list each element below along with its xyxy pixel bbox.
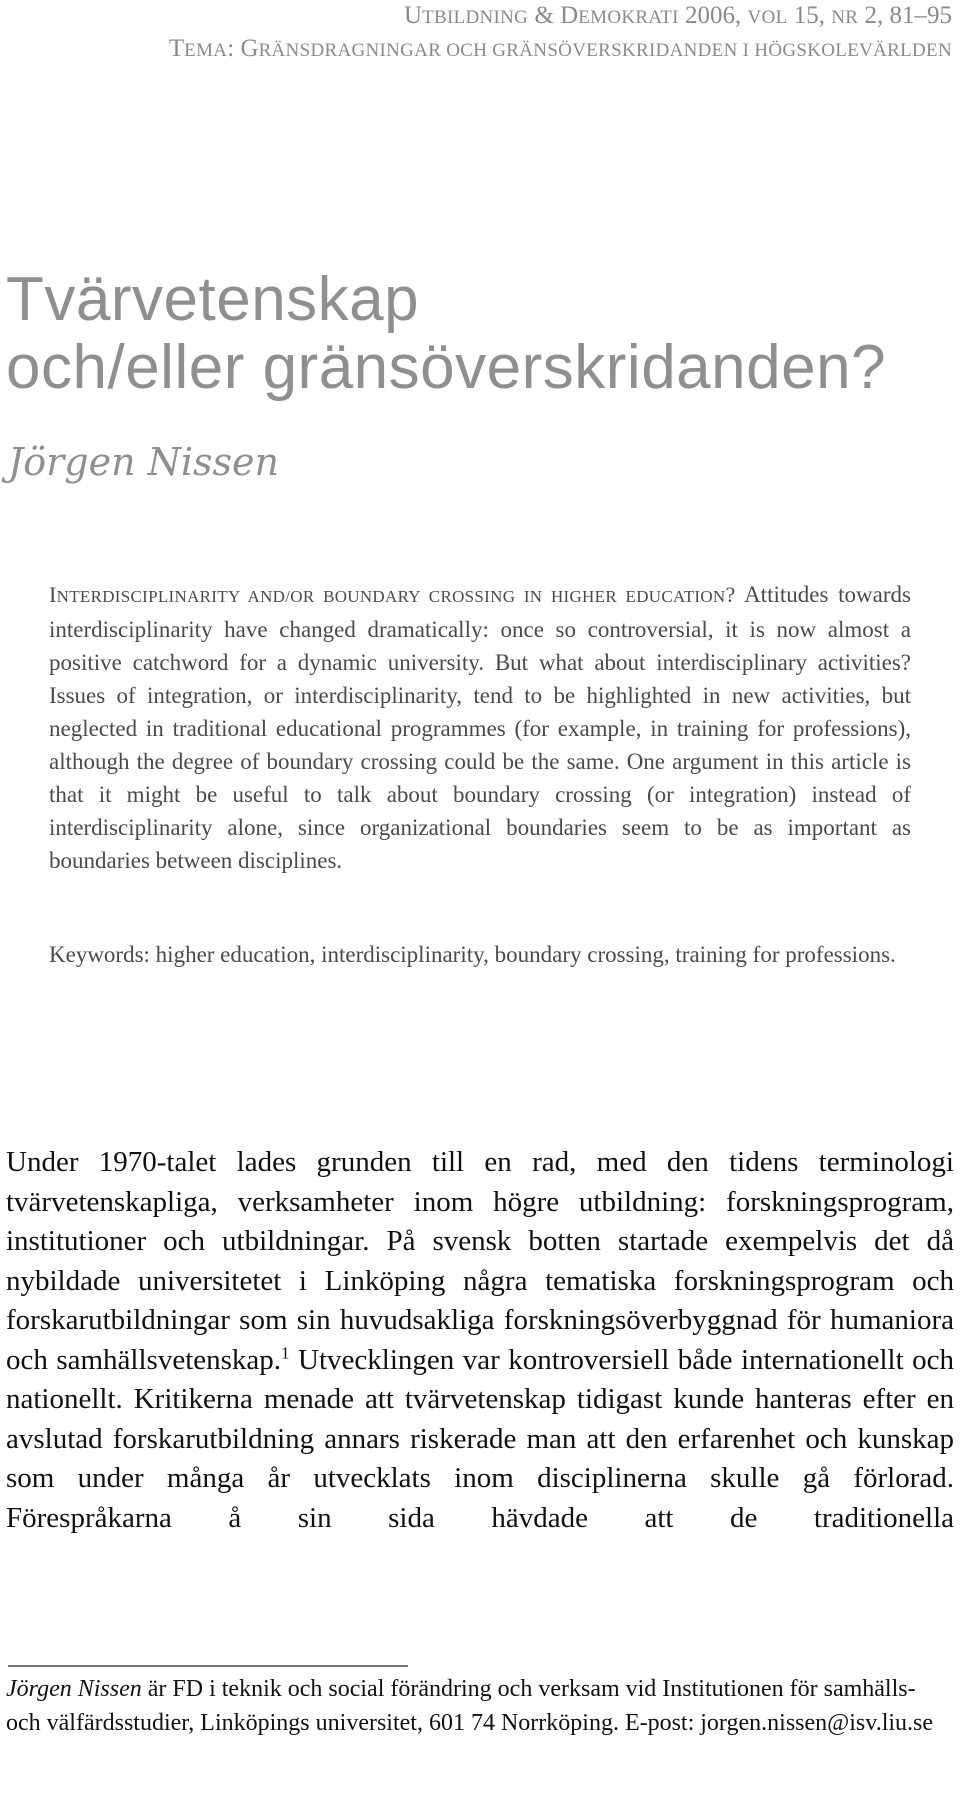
footnote-text: är FD i teknik och social förändring och verksam vid Institutionen för samhälls- och välfärdsstudier, Linköpings universitet, 601 74 Norrköping. E-post: jorgen.nissen@isv.liu.se <box>6 1676 934 1736</box>
abstract-text: Attitudes towards interdisciplinarity have changed dramatically: once so controversial, it is now almost a positive catchword for a dynamic university. But what about interdisciplinary activities? Issues of integration, or interdisciplinarity, tend to be highlighted in new activities, but neglected in traditional educational programmes (for example, in training for professions), although the degree of boundary crossing could be the same. One argument in this article is that it might be useful to talk about boundary crossing (or integration) instead of interdisciplinarity alone, since organizational boundaries seem to be as important as boundaries between disciplines. <box>49 582 911 873</box>
article-author: Jörgen Nissen <box>8 440 280 484</box>
footnote-reference: 1 <box>281 1342 290 1362</box>
author-footnote <box>6 1672 954 1740</box>
running-header <box>169 0 952 66</box>
title-line-2: och/eller gränsöverskridanden? <box>6 333 887 402</box>
keywords: Keywords: higher education, interdisciplinarity, boundary crossing, training for professions. <box>49 942 896 967</box>
abstract <box>49 578 911 877</box>
footnote-author-name: Jörgen Nissen <box>6 1676 142 1702</box>
journal-citation: UTBILDNING & DEMOKRATI 2006, VOL 15, NR 2, 81–95 <box>404 2 952 29</box>
abstract-heading: INTERDISCIPLINARITY AND/OR BOUNDARY CROSSING IN HIGHER EDUCATION? <box>49 582 736 607</box>
journal-theme: TEMA: GRÄNSDRAGNINGAR OCH GRÄNSÖVERSKRIDANDEN I HÖGSKOLEVÄRLDEN <box>168 35 952 62</box>
body-paragraph: Under 1970-talet lades grunden till en rad, med den tidens terminologi tvärvetenskapliga, verksamheter inom högre utbildning: forskningsprogram, institutioner och utbildningar. På svensk botten startade exempelvis det då nybildade universitetet i Linköping några tematiska forskningsprogram och forskarutbildningar som sin huvudsakliga forskningsöverbyggnad för humaniora och samhällsvetenskap.$^1$ Utvecklingen var kontroversiell både internationellt och nationellt. Kritikerna menade att tvärvetenskap tidigast kunde hanteras efter en avslutad forskarutbildning annars riskerade man att den erfarenhet och kunskap som under många år utvecklats inom disciplinerna skulle gå förlorad. Förespråkarna å sin sida hävdade att de traditionella <box>6 1146 954 1534</box>
title-line-1: Tvärvetenskap <box>6 265 420 334</box>
footnote-rule <box>8 1665 408 1667</box>
article-title <box>6 266 886 402</box>
